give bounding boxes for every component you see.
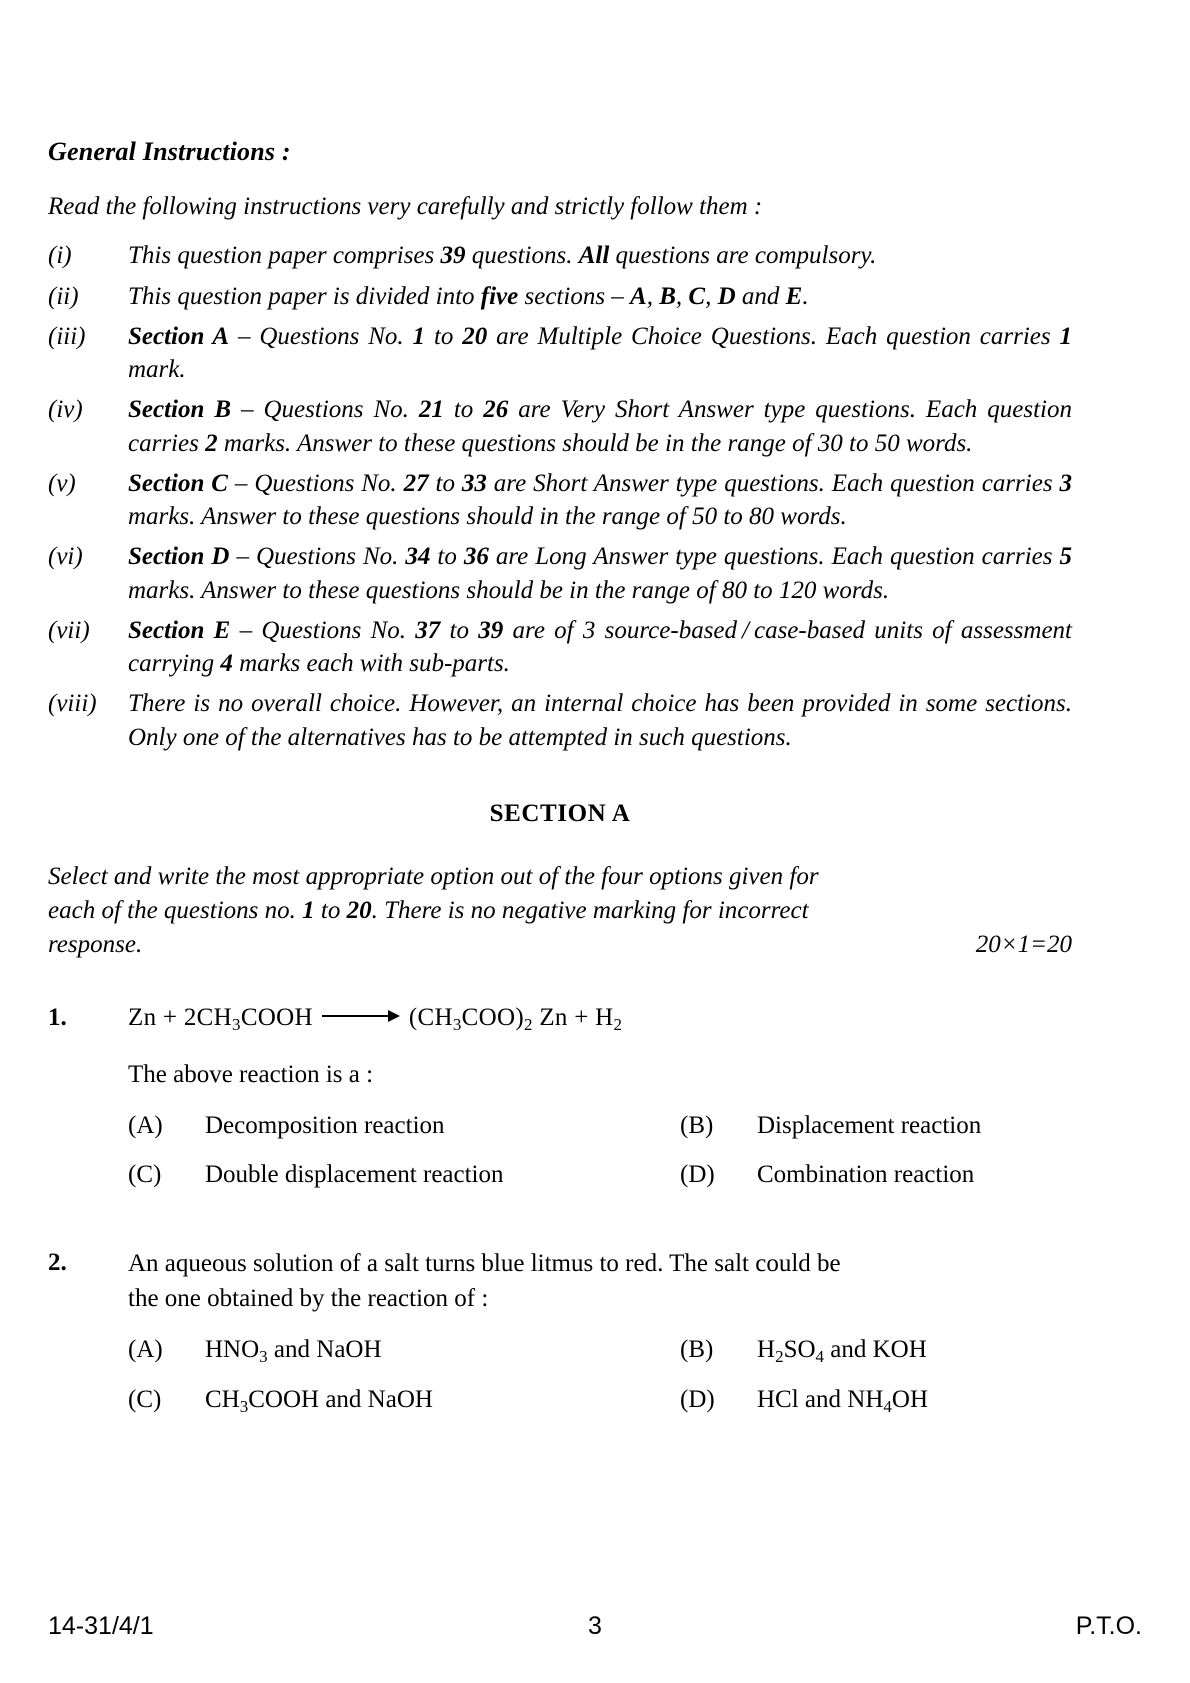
instruction-fragment: are Short Answer type questions. Each question carries (486, 469, 1060, 497)
option-a[interactable] (128, 1110, 680, 1143)
instruction-emphasis: D (717, 282, 736, 310)
option-text: HCl and $NH_4OH$ (757, 1386, 928, 1416)
options-group (128, 1334, 1072, 1418)
instruction-emphasis: 39 (440, 242, 466, 270)
instruction-item (48, 614, 1072, 681)
instruction-item (48, 239, 1072, 272)
instruction-fragment: questions are compulsory. (609, 242, 877, 270)
equation-reactants: $Zn + 2CH_3COOH$ (128, 1003, 313, 1034)
instruction-emphasis: five (480, 282, 519, 310)
instruction-number: (viii) (48, 690, 97, 718)
option-c[interactable] (128, 1384, 680, 1418)
instr3-text: response. (48, 930, 143, 958)
instruction-emphasis: C (688, 282, 706, 310)
instruction-emphasis: 26 (483, 396, 509, 424)
instruction-emphasis: All (578, 242, 610, 270)
instruction-fragment: . (802, 282, 809, 310)
instruction-fragment: to (430, 543, 464, 571)
question-stem-continued: the one obtained by the reaction of : (128, 1284, 489, 1312)
instruction-fragment: marks each with sub-parts. (232, 650, 510, 678)
question-stem: The above reaction is a : (128, 1060, 374, 1088)
instruction-text (128, 614, 1072, 681)
instr2-q-end: 20 (346, 896, 372, 924)
instruction-fragment: , (705, 282, 718, 310)
instruction-text (128, 467, 1072, 534)
instruction-fragment: – Questions No. (227, 469, 404, 497)
instruction-fragment: and (735, 282, 786, 310)
option-d[interactable] (680, 1384, 1072, 1418)
instruction-fragment: – Questions No. (230, 616, 416, 644)
instruction-number: (v) (48, 469, 76, 497)
option-text: Displacement reaction (757, 1112, 982, 1140)
general-instructions-lead: Read the following instructions very carefully and strictly follow them : (48, 192, 763, 220)
instruction-item (48, 540, 1072, 607)
chemical-subscript: 4 (883, 1396, 892, 1416)
instruction-emphasis: 2 (205, 429, 218, 457)
option-text: $HNO_3$ and NaOH (205, 1336, 382, 1366)
options-row (128, 1384, 1072, 1418)
option-label: (D) (680, 1386, 715, 1414)
instruction-emphasis: Section A (128, 322, 230, 350)
instruction-number: (iv) (48, 396, 83, 424)
instruction-emphasis: 21 (418, 396, 444, 424)
instruction-fragment: – Questions No. (231, 396, 419, 424)
instruction-emphasis: 33 (461, 469, 487, 497)
chemical-subscript: 2 (613, 1014, 623, 1034)
chemical-subscript: 2 (775, 1346, 784, 1366)
instruction-item (48, 393, 1072, 460)
instruction-fragment: sections – (518, 282, 631, 310)
question-header-row (48, 1247, 1072, 1434)
instruction-emphasis: 5 (1059, 543, 1073, 571)
reaction-arrow-icon (322, 1010, 400, 1022)
options-row (128, 1110, 1072, 1143)
question (48, 1247, 1072, 1434)
option-text: $CH_3COOH$ and NaOH (205, 1386, 433, 1416)
equation-products: $(CH_3COO)_2$ $Zn + H_2$ (408, 1003, 623, 1034)
instruction-fragment: mark. (128, 356, 186, 384)
section-a-instruction-line-1: Select and write the most appropriate option out of the four options given for (48, 862, 819, 890)
question-body (128, 1247, 1072, 1434)
instruction-fragment: marks. Answer to these questions should in the range of 50 to 80 words. (128, 503, 847, 531)
instruction-fragment: to (428, 469, 462, 497)
instruction-fragment: marks. Answer to these questions should be in the range of 80 to 120 words. (128, 576, 890, 604)
options-group (128, 1110, 1072, 1191)
instruction-text (128, 239, 1072, 272)
option-d[interactable] (680, 1159, 1072, 1192)
chemical-subscript: 3 (239, 1396, 249, 1416)
instr2-mid: to (314, 896, 347, 924)
instruction-emphasis: Section D (128, 543, 230, 571)
chemical-subscript: 3 (232, 1014, 241, 1034)
instruction-number: (i) (48, 242, 72, 270)
instruction-fragment: , (646, 282, 660, 310)
chemical-subscript: 3 (259, 1346, 268, 1366)
option-label: (B) (680, 1336, 714, 1364)
instruction-text (128, 540, 1072, 607)
instruction-fragment: There is no overall choice. However, an internal choice has been provided in some sections. Only one of the alternatives has to be attempted in such questions. (128, 690, 1072, 751)
instruction-number: (iii) (48, 322, 86, 350)
option-label: (A) (128, 1336, 163, 1364)
section-a-instruction-line-2 (48, 894, 1072, 928)
instruction-emphasis: 1 (1059, 322, 1072, 350)
instructions-list (48, 239, 1072, 754)
instruction-number: (vi) (48, 543, 83, 571)
instruction-fragment: to (440, 616, 479, 644)
option-text: Decomposition reaction (205, 1112, 445, 1140)
instruction-fragment: marks. Answer to these questions should be in the range of 30 to 50 words. (217, 429, 973, 457)
question-stem: An aqueous solution of a salt turns blue litmus to red. The salt could be (128, 1250, 841, 1278)
page-content (48, 138, 1072, 1434)
instruction-emphasis: 36 (463, 543, 489, 571)
questions-list (48, 1002, 1072, 1434)
option-label: (B) (680, 1112, 714, 1140)
instruction-text (128, 280, 1072, 313)
instruction-emphasis: 20 (462, 322, 488, 350)
instruction-fragment: , (675, 282, 689, 310)
instruction-item (48, 687, 1072, 754)
option-text: $H_2SO_4$ and KOH (757, 1336, 927, 1366)
question-header-row (48, 1002, 1072, 1207)
section-a-instruction (48, 860, 1072, 962)
question-body (128, 1002, 1072, 1207)
instruction-emphasis: 4 (220, 650, 233, 678)
instruction-emphasis: Section B (128, 396, 232, 424)
section-a-instruction-line-3 (48, 928, 1072, 962)
instr2-post: . There is no negative marking for incorrect (371, 896, 809, 924)
paper-code: 14-31/4/1 (48, 1612, 154, 1640)
option-c[interactable] (128, 1159, 680, 1192)
option-label: (C) (128, 1160, 162, 1188)
pto-label: P.T.O. (1075, 1612, 1142, 1640)
chemical-subscript: 3 (452, 1014, 462, 1034)
question-number: 1. (48, 1003, 67, 1031)
instr2-q-start: 1 (302, 896, 315, 924)
instruction-fragment: – Questions No. (229, 543, 406, 571)
instruction-emphasis: Section E (128, 616, 231, 644)
instruction-fragment: questions. (465, 242, 579, 270)
chemical-subscript: 4 (815, 1346, 825, 1366)
instruction-item (48, 280, 1072, 313)
page-number: 3 (588, 1612, 602, 1640)
question (48, 1002, 1072, 1207)
page-footer (48, 1612, 1142, 1641)
instruction-emphasis: 1 (412, 322, 426, 350)
instruction-fragment: – Questions No. (229, 322, 413, 350)
instruction-item (48, 320, 1072, 387)
instruction-emphasis: A (630, 282, 647, 310)
instruction-number: (ii) (48, 282, 79, 310)
options-row (128, 1159, 1072, 1192)
option-a[interactable] (128, 1334, 680, 1368)
instruction-emphasis: B (659, 282, 676, 310)
instruction-fragment: are of 3 source-based / case-based units of assessment carrying (128, 616, 1072, 678)
instruction-fragment: are Very Short Answer type questions. Each question carries (128, 396, 1072, 457)
instruction-emphasis: 27 (403, 469, 429, 497)
instruction-fragment: This question paper is divided into (128, 282, 481, 310)
option-b[interactable] (680, 1334, 1072, 1368)
question-number: 2. (48, 1249, 67, 1277)
section-a-title: SECTION A (489, 799, 631, 827)
option-b[interactable] (680, 1110, 1072, 1143)
instruction-text (128, 687, 1072, 754)
chemical-subscript: 2 (523, 1014, 533, 1034)
instruction-emphasis: 3 (1059, 469, 1072, 497)
instruction-fragment: This question paper comprises (128, 242, 441, 270)
option-text: Combination reaction (757, 1160, 975, 1188)
general-instructions-heading: General Instructions : (48, 137, 291, 166)
instruction-text (128, 393, 1072, 460)
option-text: Double displacement reaction (205, 1160, 504, 1188)
chemical-equation (128, 1002, 1072, 1036)
instruction-fragment: are Long Answer type questions. Each question carries (488, 543, 1060, 571)
options-row (128, 1334, 1072, 1368)
option-label: (D) (680, 1160, 715, 1188)
instruction-item (48, 467, 1072, 534)
instruction-fragment: to (443, 396, 484, 424)
option-label: (A) (128, 1112, 163, 1140)
instruction-text (128, 320, 1072, 387)
instruction-emphasis: Section C (128, 469, 228, 497)
instruction-emphasis: 39 (478, 616, 504, 644)
instruction-emphasis: E (785, 282, 803, 310)
option-label: (C) (128, 1386, 162, 1414)
instruction-emphasis: 34 (405, 543, 431, 571)
instruction-emphasis: 37 (415, 616, 441, 644)
instruction-fragment: are Multiple Choice Questions. Each question carries (487, 322, 1060, 350)
instr2-pre: each of the questions no. (48, 896, 303, 924)
instruction-number: (vii) (48, 616, 90, 644)
section-a-marks: 20×1=20 (975, 930, 1072, 958)
instruction-fragment: to (425, 322, 463, 350)
